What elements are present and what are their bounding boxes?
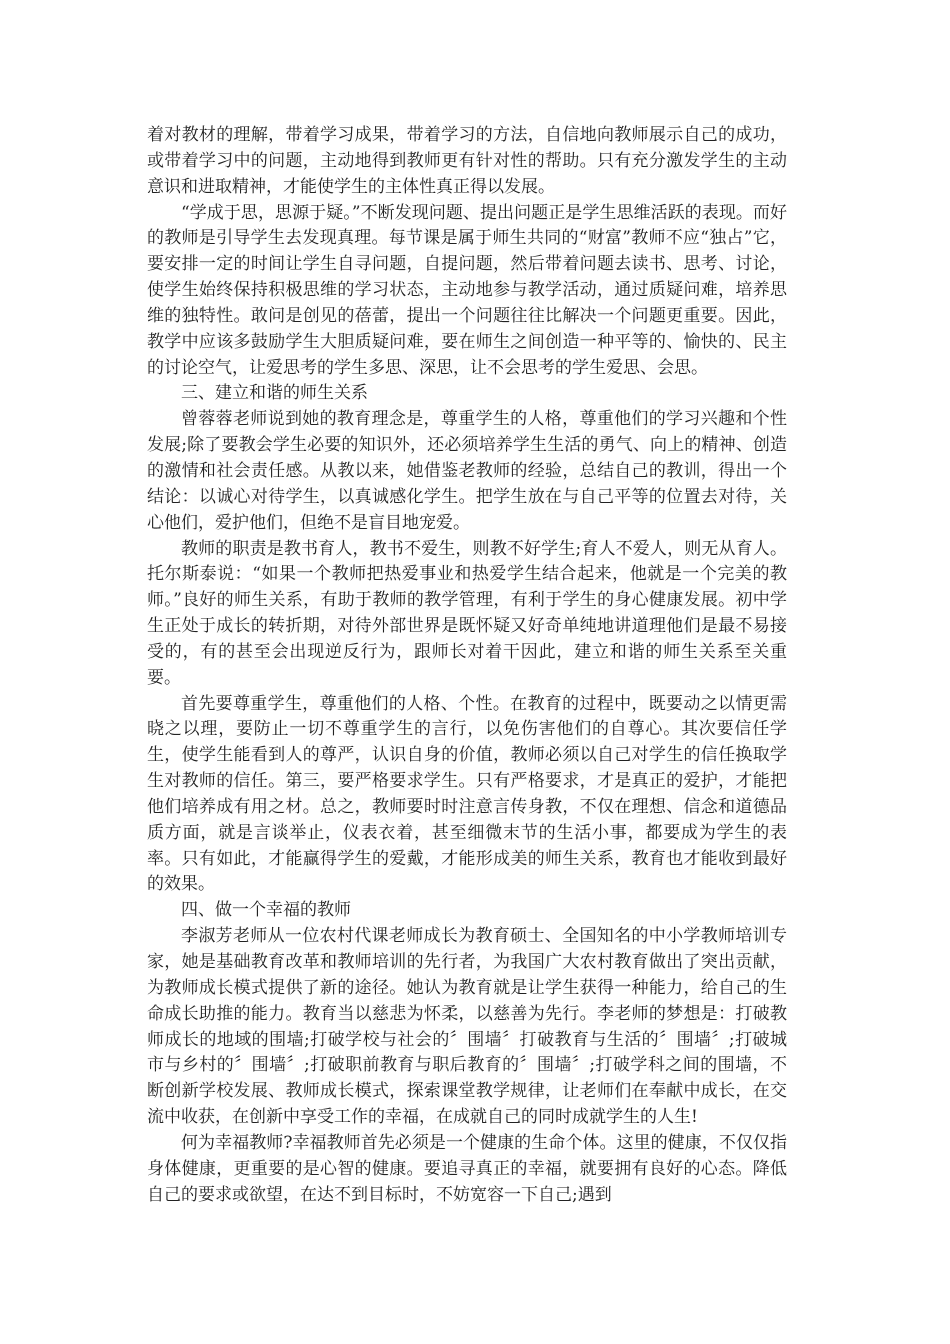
section-heading-4: 四、做一个幸福的教师	[181, 900, 351, 921]
section-heading-3: 三、建立和谐的师生关系	[181, 383, 368, 404]
paragraph-li-shufang: 李淑芳老师从一位农村代课老师成长为教育硕士、全国知名的中小学教师培训专家，她是基础教育改革和教师培训的先行者，为我国广大农村教育做出了突出贡献，为教师成长模式提供了新的途径。她认为教育就是让学生获得一种能力，给自己的生命成长助推的能力。教育当以慈悲为怀柔，以慈善为先行。李老师的梦想是：打破教师成长的地域的围墙;打破学校与社会的〞围墙〞打破教育与生活的〞围墙〞;打破城市与乡村的〞围墙〞;打破职前教育与职后教育的〞围墙〞;打破学科之间的围墙，不断创新学校发展、教师成长模式，探索课堂教学规律，让老师们在奉献中成长，在交流中收获，在创新中享受工作的幸福，在成就自己的同时成就学生的人生!	[147, 926, 787, 1128]
document-page	[147, 123, 787, 1208]
paragraph-continuation: 着对教材的理解，带着学习成果，带着学习的方法，自信地向教师展示自己的成功，或带着学习中的问题，主动地得到教师更有针对性的帮助。只有充分激发学生的主动意识和进取精神，才能使学生的主体性真正得以发展。	[147, 125, 787, 197]
paragraph-first-respect: 首先要尊重学生，尊重他们的人格、个性。在教育的过程中，既要动之以情更需晓之以理，要防止一切不尊重学生的言行，以免伤害他们的自尊心。其次要信任学生，使学生能看到人的尊严，认识自身的价值，教师必须以自己对学生的信任换取学生对教师的信任。第三，要严格要求学生。只有严格要求，才是真正的爱护，才能把他们培养成有用之材。总之，教师要时时注意言传身教，不仅在理想、信念和道德品质方面，就是言谈举止，仪表衣着，甚至细微末节的生活小事，都要成为学生的表率。只有如此，才能赢得学生的爱戴，才能形成美的师生关系，教育也才能收到最好的效果。	[147, 693, 787, 895]
paragraph-respect-students: 曾蓉蓉老师说到她的教育理念是，尊重学生的人格，尊重他们的学习兴趣和个性发展;除了要教会学生必要的知识外，还必须培养学生生活的勇气、向上的精神、创造的激情和社会责任感。从教以来，她借鉴老教师的经验，总结自己的教训，得出一个结论：以诚心对待学生，以真诚感化学生。把学生放在与自己平等的位置去对待，关心他们，爱护他们，但绝不是盲目地宠爱。	[147, 409, 787, 533]
paragraph-happy-teacher: 何为幸福教师?幸福教师首先必须是一个健康的生命个体。这里的健康，不仅仅指身体健康，更重要的是心智的健康。要追寻真正的幸福，就要拥有良好的心态。降低自己的要求或欲望，在达不到目标时，不妨宽容一下自己;遇到	[147, 1132, 787, 1205]
paragraph-teacher-duty: 教师的职责是教书育人，教书不爱生，则教不好学生;育人不爱人，则无从育人。托尔斯泰说：“如果一个教师把热爱事业和热爱学生结合起来，他就是一个完美的教师。”良好的师生关系，有助于教师的教学管理，有利于学生的身心健康发展。初中学生正处于成长的转折期，对待外部世界是既怀疑又好奇单纯地讲道理他们是最不易接受的，有的甚至会出现逆反行为，跟师长对着干因此，建立和谐的师生关系至关重要。	[147, 538, 787, 688]
paragraph-questioning: “学成于思，思源于疑。”不断发现问题、提出问题正是学生思维活跃的表现。而好的教师是引导学生去发现真理。每节课是属于师生共同的“财富”教师不应“独占”它，要安排一定的时间让学生自寻问题，自提问题，然后带着问题去读书、思考、讨论，使学生始终保持积极思维的学习状态，主动地参与教学活动，通过质疑问难，培养思维的独特性。敢问是创见的蓓蕾，提出一个问题往往比解决一个问题更重要。因此，教学中应该多鼓励学生大胆质疑问难，要在师生之间创造一种平等的、愉快的、民主的讨论空气，让爱思考的学生多思、深思，让不会思考的学生爱思、会思。	[147, 202, 787, 378]
